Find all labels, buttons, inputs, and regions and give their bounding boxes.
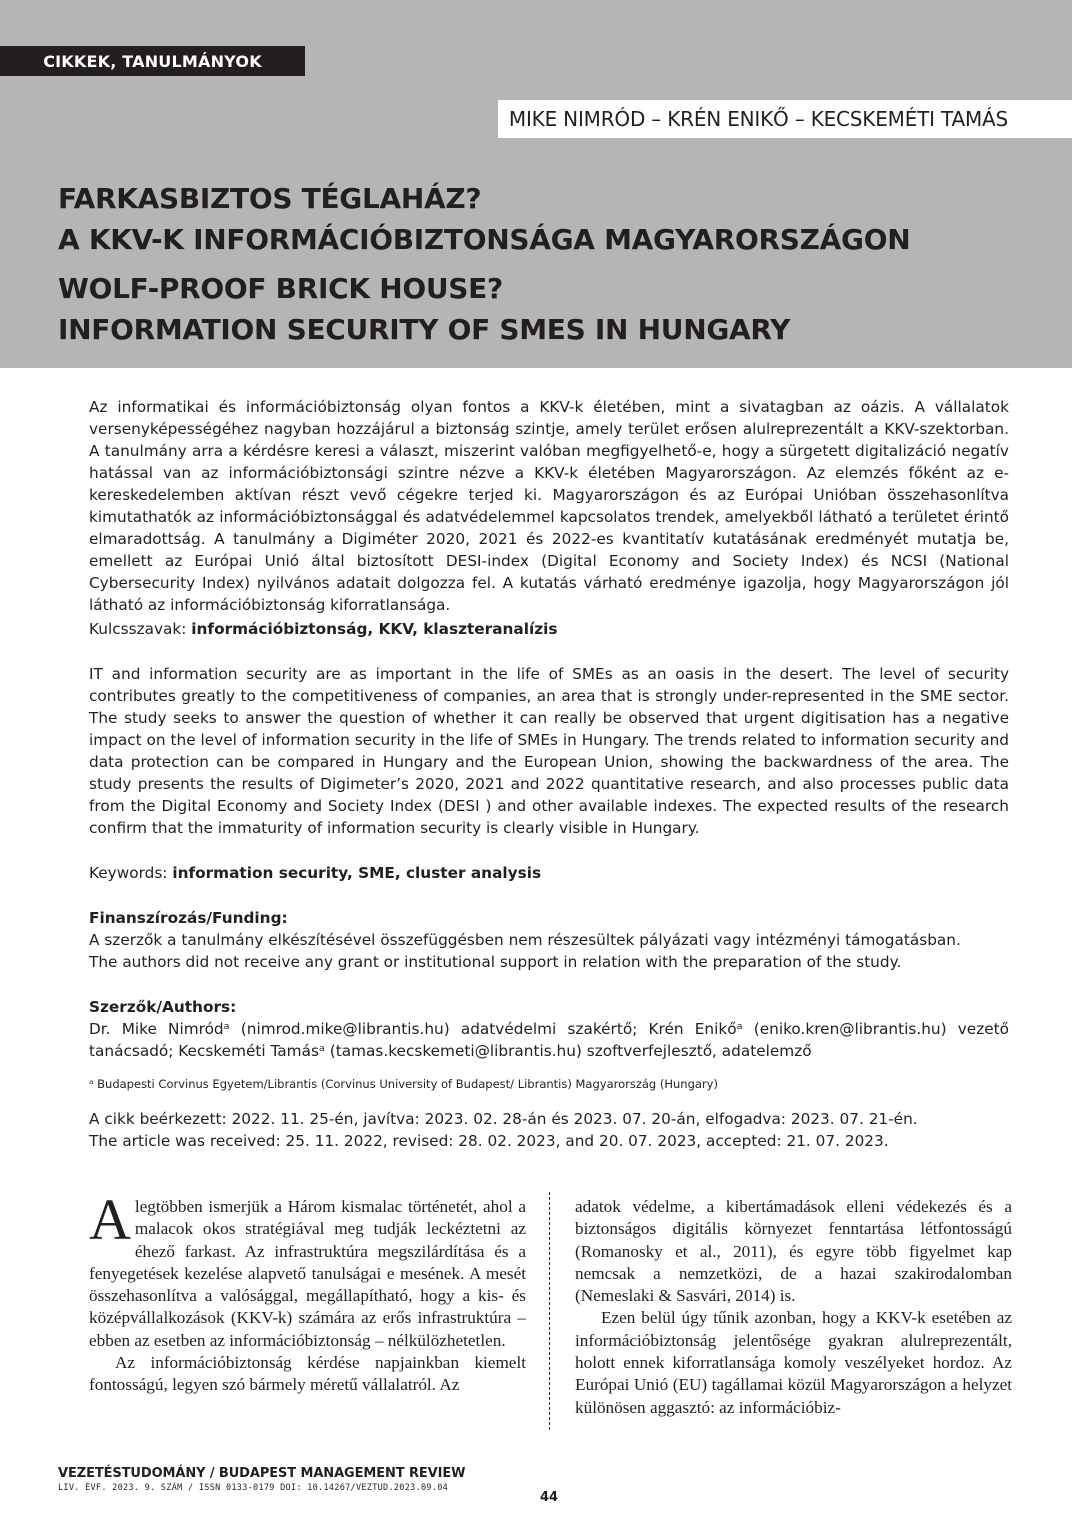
keywords-en-value: information security, SME, cluster analysis [172,864,542,882]
authors-banner: MIKE NIMRÓD – KRÉN ENIKŐ – KECSKEMÉTI TAMÁS [498,100,1072,138]
keywords-hu-label: Kulcsszavak: [89,620,192,638]
keywords-hu [89,618,1009,640]
funding-section [89,907,1009,973]
received-hu: A cikk beérkezett: 2022. 11. 25-én, javítva: 2023. 02. 28-án és 2023. 07. 20-án, elfogadva: 2023. 07. 21-én. [89,1110,918,1128]
keywords-en-label: Keywords: [89,864,173,882]
funding-hu: A szerzők a tanulmány elkészítésével összefüggésben nem részesültek pályázati vagy intézményi támogatásban. [89,931,961,949]
abstract-hu: Az informatikai és információbiztonság olyan fontos a KKV-k életében, mint a sivatagban az oázis. A vállalatok versenyképességéhez nagyban hozzájárul a biztonság szintje, amely terület erősen alulreprezentált a KKV-szektorban. A tanulmány arra a kérdésre keresi a választ, miszerint valóban megfigyelhető-e, hogy a sürgetett digitalizáció negatív hatással van az információbiztonsági szintre nézve a KKV-k életében Magyarországon. Az elemzés főként az e-kereskedelemben aktívan részt vevő cégekre terjed ki. Magyarországon és az Európai Unióban összehasonlítva kimutathatók az információbiztonsággal és adatvédelemmel kapcsolatos trendek, amelyekből látható a területet érintő elmaradottság. A tanulmány a Digiméter 2020, 2021 és 2022-es kvantitatív kutatásának eredményét mutatja be, emellett az Európai Unió által biztosított DESI-index (Digital Economy and Society Index) és NCSI (National Cybersecurity Index) nyilvános adatait dolgozza fel. A kutatás várható eredménye igazolja, hogy Magyarországon jól látható az információbiztonság kiforratlansága. [89,398,1009,614]
footer-journal-title: VEZETÉSTUDOMÁNY / BUDAPEST MANAGEMENT REVIEW [58,1466,466,1481]
body-text: legtöbben ismerjük a Három kismalac történetét, ahol a malacok okos stratégiával meg tudják leckéztetni az éhező farkast. Az infrastruktúra megszilárdítása és a fenyegetések kezelése alapvető tanulságai e mesének. A mesét összehasonlítva a valósággal, megállapítható, hogy a kis- és középvállalkozások (KKV-k) számára az erős infrastruktúra – ebben az esetben az információbiztonság – nélkülözhetetlen. [89,1197,526,1350]
received-en: The article was received: 25. 11. 2022, revised: 28. 02. 2023, and 20. 07. 2023, accepted: 21. 07. 2023. [89,1132,889,1150]
title-en-line1: WOLF-PROOF BRICK HOUSE? [58,272,503,305]
affiliation: ᵃ Budapesti Corvinus Egyetem/Librantis (Corvinus University of Budapest/ Librantis) Magyarország (Hungary) [89,1077,718,1091]
authors-text: Dr. Mike Nimródᵃ (nimrod.mike@librantis.hu) adatvédelmi szakértő; Krén Enikőᵃ (eniko.kren@librantis.hu) vezető tanácsadó; Kecskeméti Tamásᵃ (tamas.kecskemeti@librantis.hu) szoftverfejlesztő, adatelemző [89,1020,1009,1060]
funding-heading: Finanszírozás/Funding: [89,909,288,927]
received-dates [89,1108,1009,1152]
abstract-en: IT and information security are as important in the life of SMEs as an oasis in the desert. The level of security contributes greatly to the competitiveness of companies, an area that is strongly under-represented in the SME sector. The study seeks to answer the question of whether it can really be observed that urgent digitisation has a negative impact on the level of information security in the life of SMEs in Hungary. The trends related to information security and data protection can be compared in Hungary and the European Union, showing the backwardness of the area. The study presents the results of Digimeter’s 2020, 2021 and 2022 quantitative research, and also processes public data from the Digital Economy and Society Index (DESI ) and other available indexes. The expected results of the research confirm that the immaturity of information security is clearly visible in Hungary. [89,665,1009,837]
dropcap: A [89,1187,131,1252]
body-paragraph: Ezen belül úgy tűnik azonban, hogy a KKV-k esetében az információbiztonság jelentősége gyakran alulreprezentált, holott ennek kiforratlansága komoly veszélyeket hordoz. Az Európai Unió (EU) tagállamai közül Magyarországon a helyzet különösen aggasztó: az információbiz- [575,1308,1012,1417]
title-block [58,178,1048,350]
body-paragraph [89,1187,526,1352]
title-hu-line2: A KKV-K INFORMÁCIÓBIZTONSÁGA MAGYARORSZÁGON [58,223,911,256]
authors-heading: Szerzők/Authors: [89,998,237,1016]
column-divider [549,1192,550,1430]
section-tag: CIKKEK, TANULMÁNYOK [0,46,305,76]
body-column-left [89,1187,526,1397]
title-hu-line1: FARKASBIZTOS TÉGLAHÁZ? [58,182,482,215]
body-paragraph: adatok védelme, a kibertámadások elleni védekezés és a biztonságos digitális környezet fenntartása létfontosságú (Romanosky et al., 2011), és egyre több figyelmet kap nemcsak a nemzetközi, de a hazai szakirodalomban (Nemeslaki & Sasvári, 2014) is. [575,1197,1012,1306]
authors-section [89,996,1009,1062]
body-column-right [575,1196,1012,1419]
keywords-hu-value: információbiztonság, KKV, klaszteranalízis [191,620,558,638]
keywords-en [89,862,1009,884]
body-paragraph: Az információbiztonság kérdése napjainkban kiemelt fontosságú, legyen szó bármely méretű vállalatról. Az [89,1353,526,1395]
funding-en: The authors did not receive any grant or institutional support in relation with the preparation of the study. [89,953,902,971]
title-en-line2: INFORMATION SECURITY OF SMES IN HUNGARY [58,313,791,346]
footer-issue-info: LIV. ÉVF. 2023. 9. SZÁM / ISSN 0133-0179 DOI: 10.14267/VEZTUD.2023.09.04 [58,1483,449,1493]
page-number: 44 [539,1490,559,1505]
